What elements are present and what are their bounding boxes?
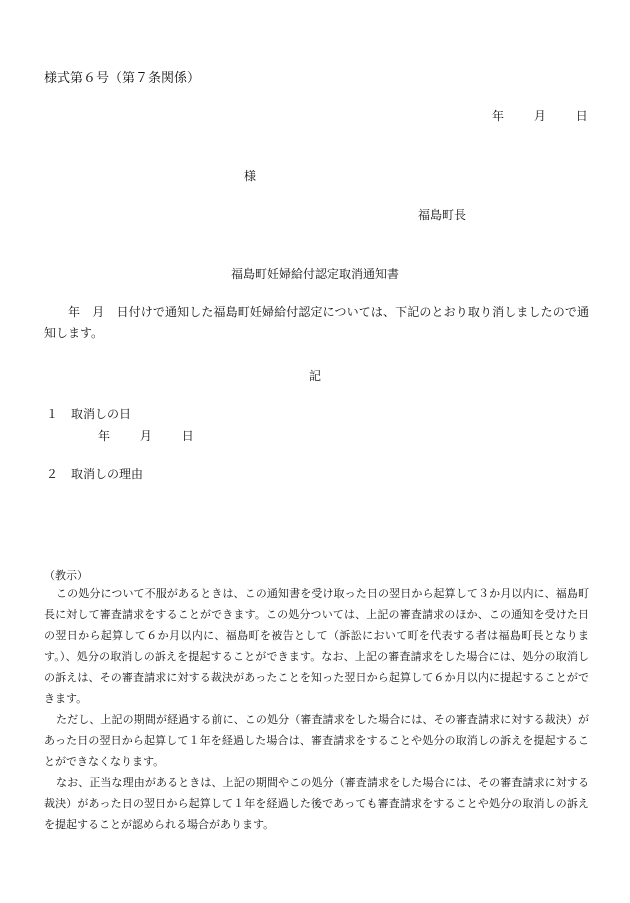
ki-heading: 記	[308, 369, 321, 383]
issue-date-year: 年	[492, 109, 505, 123]
notice-paragraph: なお、正当な理由があるときは、上記の期間やこの処分（審査請求をした場合には、その審査請求に対する裁決）があった日の翌日から起算して１年を経過した後であっても審査請求をすることや処分の取消しの訴えを提起することが認められる場合があります。	[44, 776, 589, 831]
form-number: 様式第６号（第７条関係）	[44, 71, 201, 86]
item-label: 取消しの日	[71, 407, 132, 421]
cancel-date-day: 日	[181, 429, 194, 443]
sender: 福島町長	[418, 208, 467, 222]
item-number: １	[46, 407, 59, 421]
item-label: 取消しの理由	[71, 467, 144, 481]
cancel-date-year: 年	[98, 429, 111, 443]
cancel-date	[98, 427, 194, 444]
item-cancel-reason	[46, 465, 143, 482]
notice-heading: （教示）	[44, 569, 88, 582]
notice-section	[44, 583, 589, 835]
item-cancel-date	[46, 405, 131, 422]
notice-paragraph: この処分について不服があるときは、この通知書を受け取った日の翌日から起算して３か月以内に、福島町長に対して審査請求をすることができます。この処分ついては、上記の審査請求のほか、この通知を受けた日の翌日から起算して６か月以内に、福島町を被告として（訴訟において町を代表する者は福島町長となります。）、処分の取消しの訴えを提起することができます。なお、上記の審査請求をした場合には、処分の取消しの訴えは、その審査請求に対する裁決があったことを知った翌日から起算して６か月以内に提起することができます。	[44, 587, 589, 705]
body-text: 年 月 日付けで通知した福島町妊婦給付認定については、下記のとおり取り消しましたので通知します。	[44, 305, 589, 340]
document-title: 福島町妊婦給付認定取消通知書	[230, 267, 399, 281]
issue-date-month: 月	[533, 109, 546, 123]
cancel-date-month: 月	[139, 429, 152, 443]
notice-paragraph: ただし、上記の期間が経過する前に、この処分（審査請求をした場合には、その審査請求に対する裁決）があった日の翌日から起算して１年を経過した場合は、審査請求をすることや処分の取消しの訴えを提起することができなくなります。	[44, 713, 589, 768]
issue-date-day: 日	[575, 109, 588, 123]
issue-date	[492, 107, 588, 124]
addressee: 様	[244, 169, 257, 183]
item-number: ２	[46, 467, 59, 481]
